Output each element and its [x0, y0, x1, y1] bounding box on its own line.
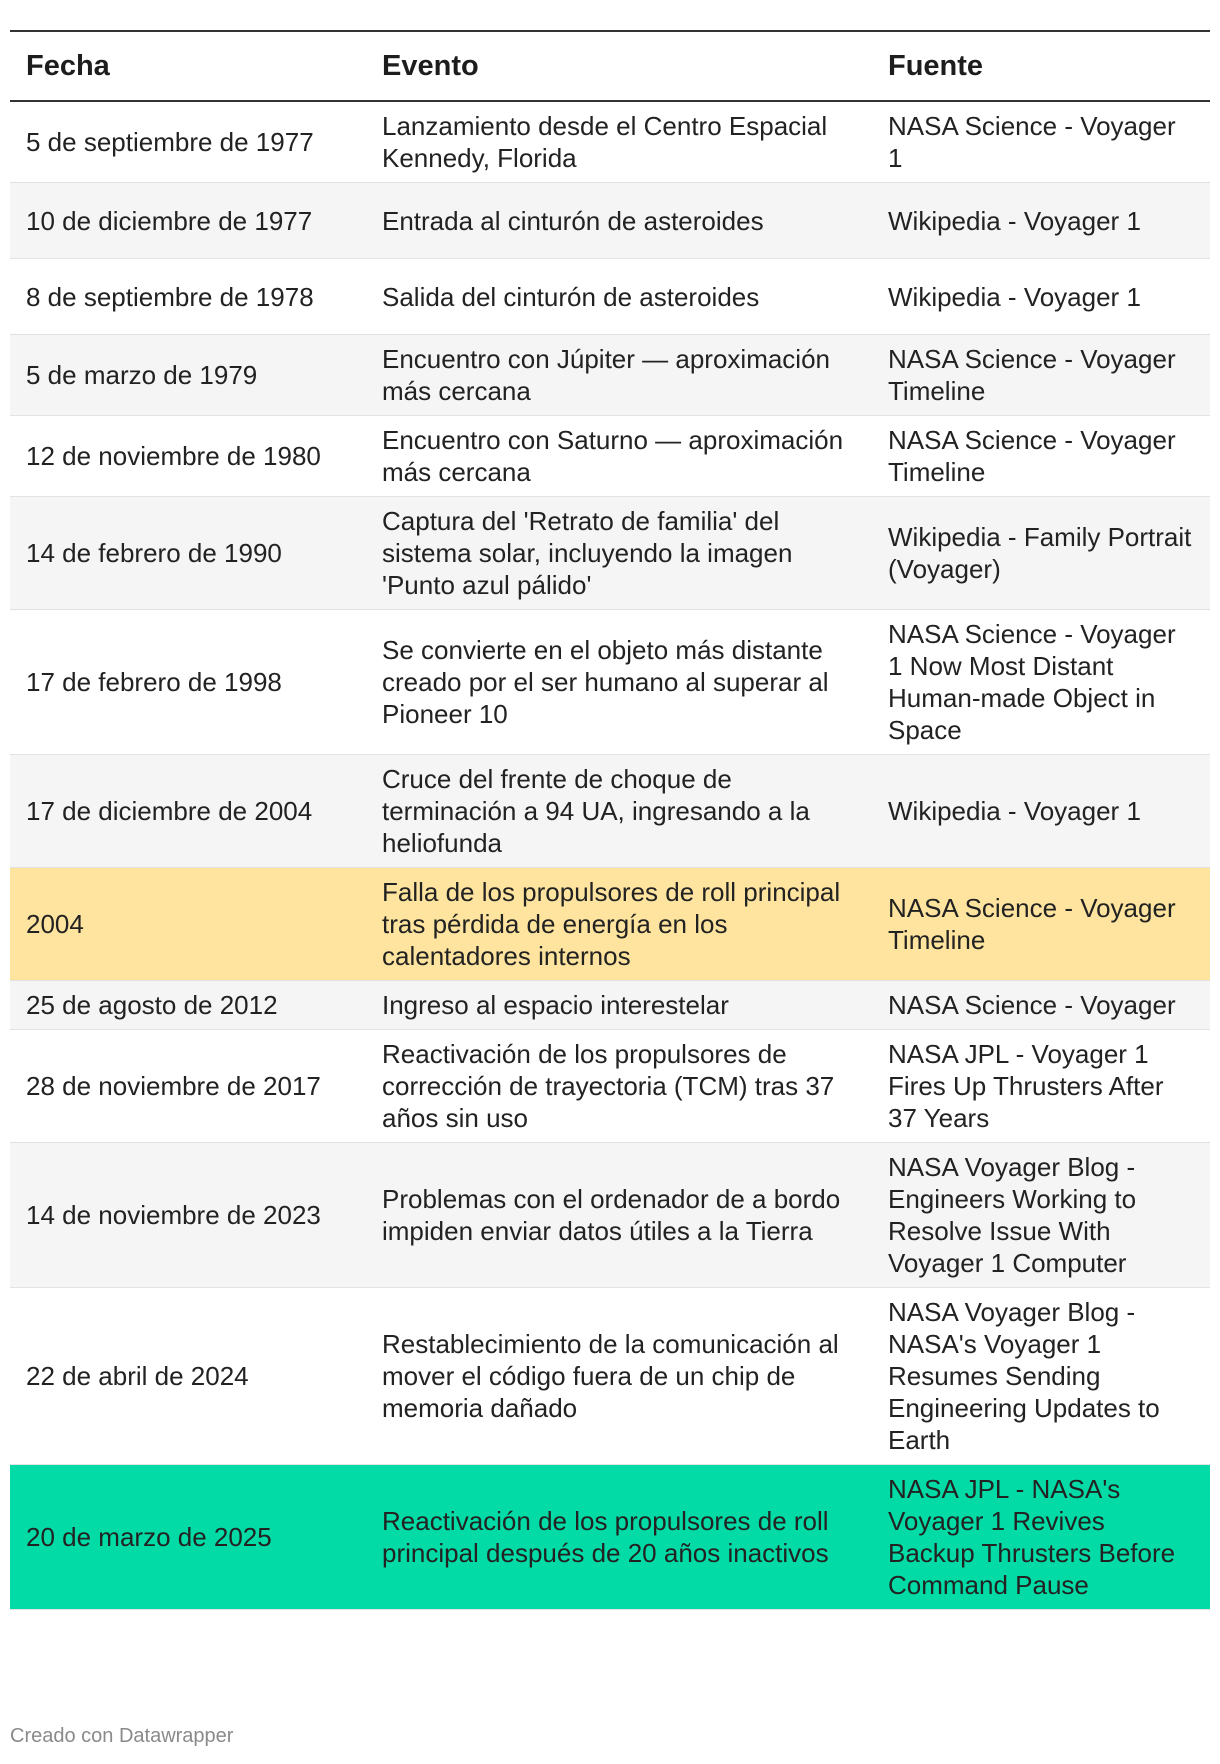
table-row: [10, 101, 1210, 183]
cell-date: 17 de febrero de 1998: [10, 610, 366, 755]
cell-date: 20 de marzo de 2025: [10, 1465, 366, 1610]
cell-event: Encuentro con Júpiter — aproximación más cercana: [366, 335, 872, 416]
cell-source: NASA Voyager Blog - Engineers Working to Resolve Issue With Voyager 1 Computer: [872, 1143, 1210, 1288]
cell-source: NASA Science - Voyager Timeline: [872, 335, 1210, 416]
cell-date: 25 de agosto de 2012: [10, 981, 366, 1030]
cell-source: NASA Voyager Blog - NASA's Voyager 1 Resumes Sending Engineering Updates to Earth: [872, 1288, 1210, 1465]
cell-source: NASA Science - Voyager Timeline: [872, 416, 1210, 497]
column-header-date: Fecha: [10, 31, 366, 101]
table-row: [10, 259, 1210, 335]
table-row: [10, 335, 1210, 416]
table-header: [10, 31, 1210, 101]
cell-date: 28 de noviembre de 2017: [10, 1030, 366, 1143]
table-row: [10, 1288, 1210, 1465]
cell-date: 14 de febrero de 1990: [10, 497, 366, 610]
column-header-event: Evento: [366, 31, 872, 101]
cell-event: Encuentro con Saturno — aproximación más cercana: [366, 416, 872, 497]
cell-date: 5 de septiembre de 1977: [10, 101, 366, 183]
table-row: [10, 416, 1210, 497]
table-body: [10, 101, 1210, 1610]
voyager-timeline-table: [10, 30, 1210, 1610]
cell-date: 10 de diciembre de 1977: [10, 183, 366, 259]
column-header-source: Fuente: [872, 31, 1210, 101]
cell-event: Salida del cinturón de asteroides: [366, 259, 872, 335]
table-row: [10, 755, 1210, 868]
table-row: [10, 1143, 1210, 1288]
cell-source: NASA Science - Voyager 1 Now Most Distant Human-made Object in Space: [872, 610, 1210, 755]
table-row: [10, 1465, 1210, 1610]
cell-event: Entrada al cinturón de asteroides: [366, 183, 872, 259]
table-row: [10, 981, 1210, 1030]
cell-source: NASA JPL - Voyager 1 Fires Up Thrusters After 37 Years: [872, 1030, 1210, 1143]
cell-source: NASA Science - Voyager 1: [872, 101, 1210, 183]
cell-source: NASA Science - Voyager Timeline: [872, 868, 1210, 981]
cell-date: 12 de noviembre de 1980: [10, 416, 366, 497]
cell-event: Se convierte en el objeto más distante creado por el ser humano al superar al Pioneer 10: [366, 610, 872, 755]
cell-event: Captura del 'Retrato de familia' del sistema solar, incluyendo la imagen 'Punto azul pálido': [366, 497, 872, 610]
datawrapper-credit: Creado con Datawrapper: [10, 1725, 234, 1747]
cell-event: Ingreso al espacio interestelar: [366, 981, 872, 1030]
cell-event: Reactivación de los propulsores de roll principal después de 20 años inactivos: [366, 1465, 872, 1610]
cell-source: Wikipedia - Voyager 1: [872, 755, 1210, 868]
cell-date: 5 de marzo de 1979: [10, 335, 366, 416]
header-row: [10, 31, 1210, 101]
cell-event: Restablecimiento de la comunicación al mover el código fuera de un chip de memoria dañado: [366, 1288, 872, 1465]
cell-event: Lanzamiento desde el Centro Espacial Kennedy, Florida: [366, 101, 872, 183]
timeline-table-container: [10, 30, 1210, 1610]
cell-date: 17 de diciembre de 2004: [10, 755, 366, 868]
cell-event: Problemas con el ordenador de a bordo impiden enviar datos útiles a la Tierra: [366, 1143, 872, 1288]
table-row: [10, 183, 1210, 259]
cell-source: Wikipedia - Voyager 1: [872, 259, 1210, 335]
cell-source: NASA JPL - NASA's Voyager 1 Revives Backup Thrusters Before Command Pause: [872, 1465, 1210, 1610]
cell-event: Cruce del frente de choque de terminación a 94 UA, ingresando a la heliofunda: [366, 755, 872, 868]
cell-date: 8 de septiembre de 1978: [10, 259, 366, 335]
cell-date: 22 de abril de 2024: [10, 1288, 366, 1465]
cell-source: Wikipedia - Family Portrait (Voyager): [872, 497, 1210, 610]
table-row: [10, 610, 1210, 755]
table-row: [10, 497, 1210, 610]
cell-event: Reactivación de los propulsores de corrección de trayectoria (TCM) tras 37 años sin uso: [366, 1030, 872, 1143]
cell-date: 2004: [10, 868, 366, 981]
cell-source: NASA Science - Voyager: [872, 981, 1210, 1030]
cell-event: Falla de los propulsores de roll principal tras pérdida de energía en los calentadores internos: [366, 868, 872, 981]
table-row: [10, 1030, 1210, 1143]
table-row: [10, 868, 1210, 981]
cell-date: 14 de noviembre de 2023: [10, 1143, 366, 1288]
cell-source: Wikipedia - Voyager 1: [872, 183, 1210, 259]
